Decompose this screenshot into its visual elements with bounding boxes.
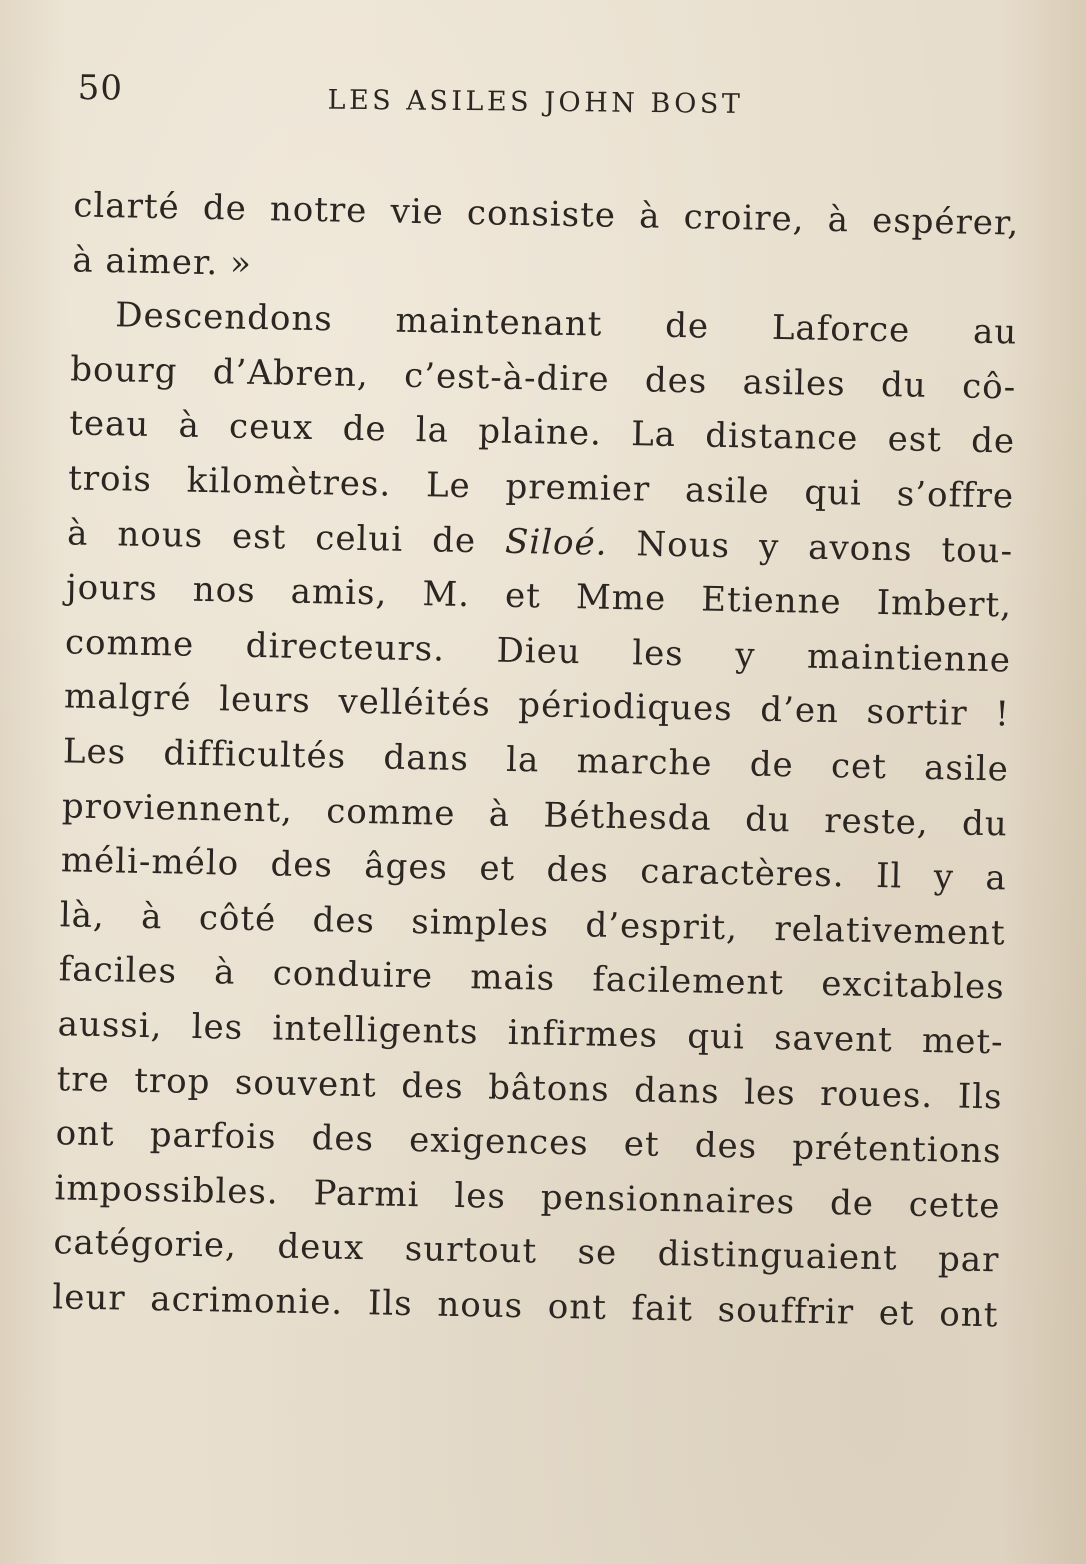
text-line: là, à côté des simples d’esprit, relativement [59,895,1007,954]
text-line: bourg d’Abren, c’est-à-dire des asiles du cô- [69,349,1017,408]
text-line: Les difficultés dans la marche de cet asile [62,731,1010,790]
text-line: malgré leurs velléités périodiques d’en sortir ! [63,676,1011,735]
text-line: teau à ceux de la plaine. La distance est de [68,403,1016,462]
text-line: tre trop souvent des bâtons dans les roues. Ils [56,1058,1003,1117]
text-line: leur acrimonie. Ils nous ont fait souffrir et ont [52,1277,999,1336]
text-span: à nous est celui de [66,512,477,561]
text-line: comme directeurs. Dieu les y maintienne [64,622,1012,681]
running-title: LES ASILES JOHN BOST [327,84,744,120]
text-line: méli-mélo des âges et des caractères. Il y a [60,840,1008,899]
page-number: 50 [77,67,124,109]
text-line: impossibles. Parmi les pensionnaires de cette [54,1167,1001,1227]
text-line: clarté de notre vie consiste à croire, à espérer, [73,185,1020,244]
text-line: Descendons maintenant de Laforce au [114,295,1018,353]
text-line: à aimer. » [72,240,253,284]
italic-place-name: Siloé. [504,521,608,564]
body-text [30,178,1020,1343]
text-line: trois kilomètres. Le premier asile qui s’offre [67,458,1015,517]
text-line: ont parfois des exigences et des prétentions [55,1113,1002,1172]
text-line: faciles à conduire mais facilement excitables [58,949,1006,1008]
text-line: jours nos amis, M. et Mme Etienne Imbert, [65,567,1013,626]
text-line: aussi, les intelligents infirmes qui savent met- [57,1004,1004,1063]
text-line: proviennent, comme à Béthesda du reste, du [61,785,1009,844]
text-line: catégorie, deux surtout se distinguaient par [53,1222,1000,1281]
page-header [77,62,818,130]
text-span: Nous y avons tou- [636,523,1014,572]
